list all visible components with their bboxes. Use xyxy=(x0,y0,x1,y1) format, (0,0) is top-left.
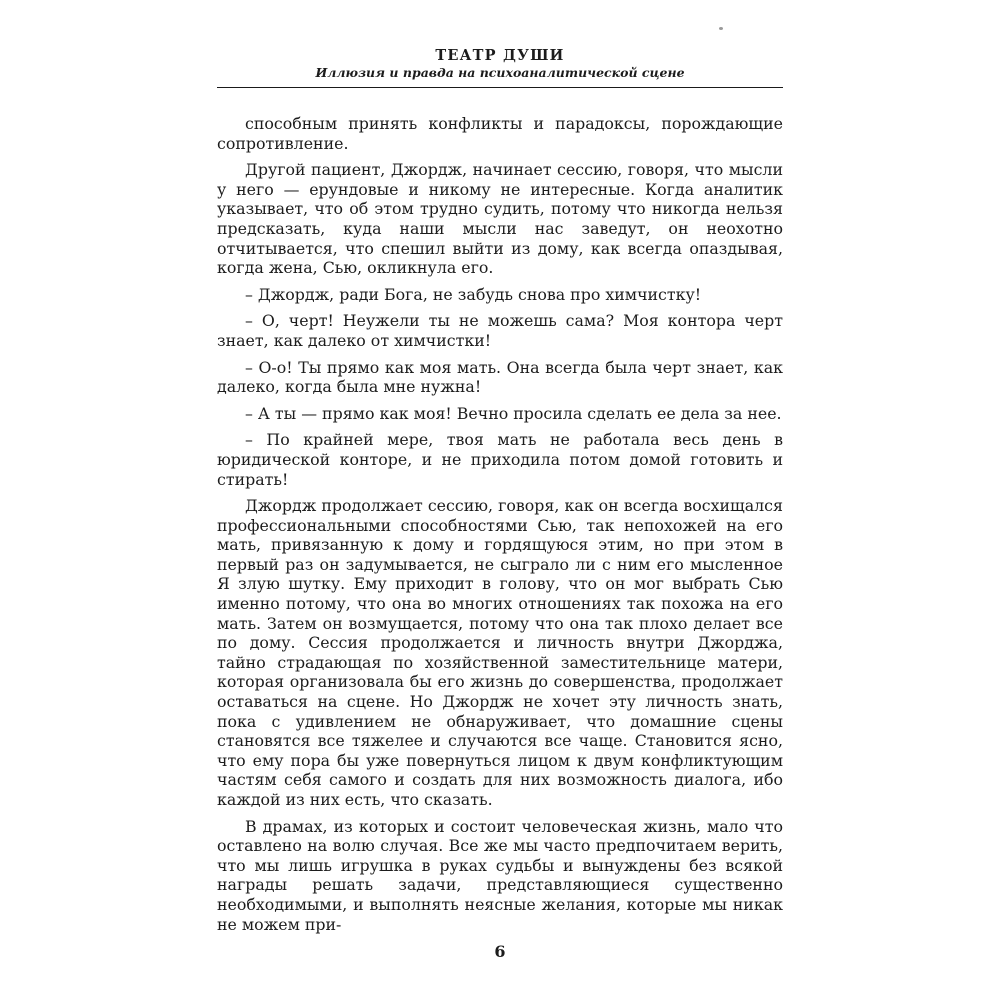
scan-speck xyxy=(719,27,723,30)
page-number: 6 xyxy=(494,942,506,962)
header-rule xyxy=(217,87,783,88)
running-header xyxy=(217,0,783,88)
paragraph: – А ты — прямо как моя! Вечно просила сделать ее дела за нее. xyxy=(245,403,782,423)
paragraph: способным принять конфликты и парадоксы, порождающие сопротивление. xyxy=(217,114,783,153)
book-subtitle: Иллюзия и правда на психоаналитической сцене xyxy=(315,65,685,80)
book-title: ТЕАТР ДУШИ xyxy=(435,47,565,64)
body-text xyxy=(217,114,783,934)
paragraph: Другой пациент, Джордж, начинает сессию, говоря, что мысли у него — ерундовые и никому не интересные. Когда аналитик указывает, что об этом трудно судить, потому что никогда нельзя предсказать, куда наши мысли нас заведут, он неохотно отчитывается, что спешил выйти из дому, как всегда опаздывая, когда жена, Сью, окликнула его. xyxy=(217,160,783,278)
paragraph: Джордж продолжает сессию, говоря, как он всегда восхищался профессиональными способностями Сью, так непохожей на его мать, привязанную к дому и гордящуюся этим, но при этом в первый раз он задумывается, не сыграло ли с ним его мысленное Я злую шутку. Ему приходит в голову, что он мог выбрать Сью именно потому, что она во многих отношениях так похожа на его мать. Затем он возмущается, потому что она так плохо делает все по дому. Сессия продолжается и личность внутри Джорджа, тайно страдающая по хозяйственной заместительнице матери, которая организовала бы его жизнь до совершенства, продолжает оставаться на сцене. Но Джордж не хочет эту личность знать, пока с удивлением не обнаруживает, что домашние сцены становятся все тяжелее и случаются все чаще. Становится ясно, что ему пора бы уже повернуться лицом к двум конфликтующим частям себя самого и создать для них возможность диалога, ибо каждой из них есть, что сказать. xyxy=(217,496,783,809)
paragraph: – По крайней мере, твоя мать не работала весь день в юридической конторе, и не приходила потом домой готовить и стирать! xyxy=(217,430,783,489)
paragraph: – Джордж, ради Бога, не забудь снова про химчистку! xyxy=(245,284,702,304)
paragraph: В драмах, из которых и состоит человеческая жизнь, мало что оставлено на волю случая. Все же мы часто предпочитаем верить, что мы лишь игрушка в руках судьбы и вынуждены без всякой награды решать задачи, представляющиеся существенно необходимыми, и выполнять неясные желания, которые мы никак не можем при- xyxy=(217,816,783,934)
paragraph: – О-о! Ты прямо как моя мать. Она всегда была черт знает, как далеко, когда была мне нужна! xyxy=(217,357,783,397)
paragraph: – О, черт! Неужели ты не можешь сама? Моя контора черт знает, как далеко от химчистки! xyxy=(217,311,783,350)
page-footer xyxy=(217,942,783,961)
